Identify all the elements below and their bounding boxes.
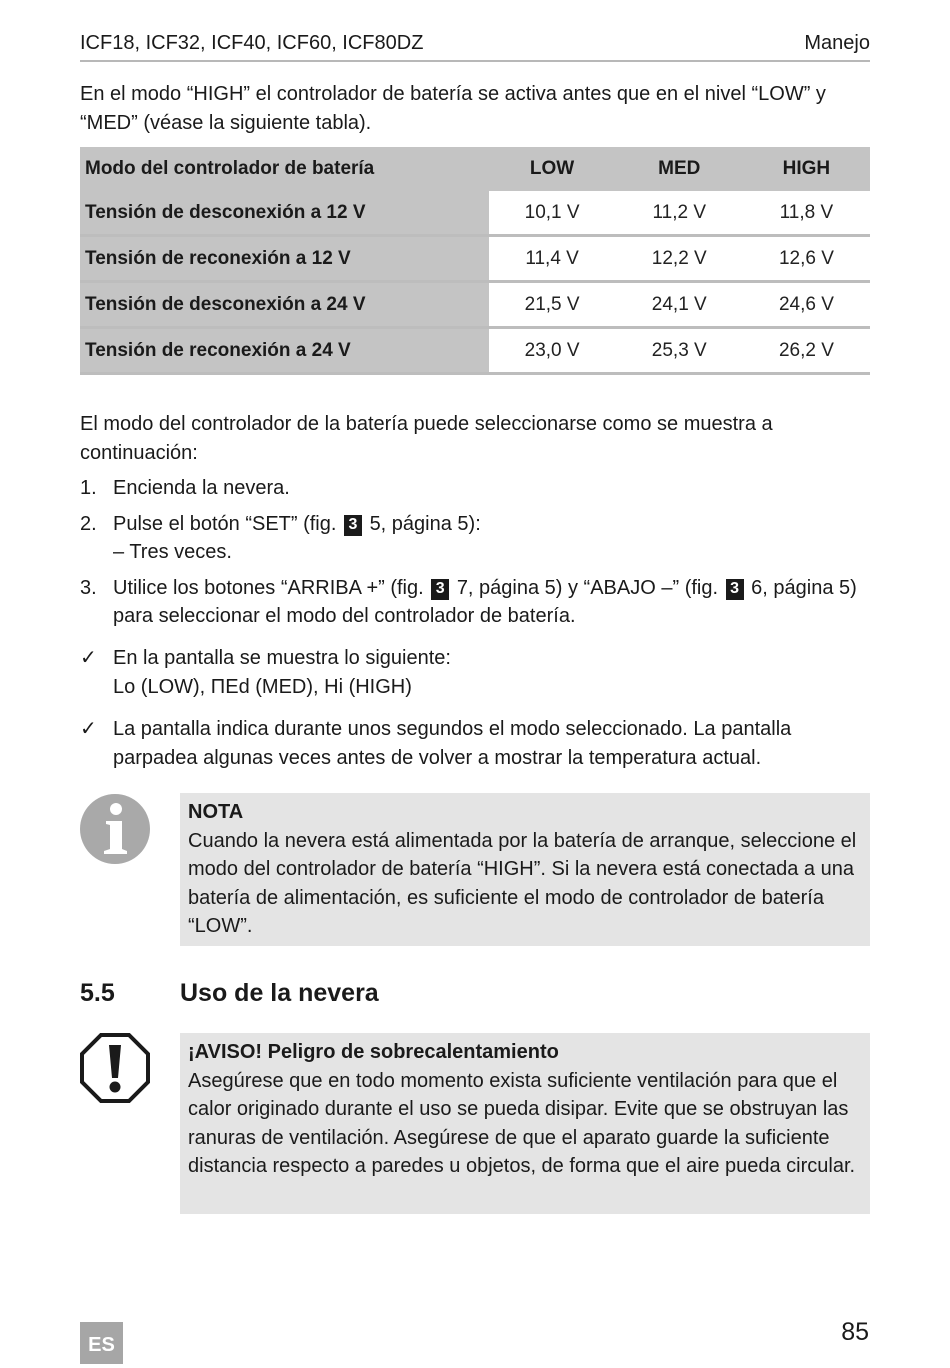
cell-med: 24,1 V xyxy=(616,282,743,328)
note-title: NOTA xyxy=(188,801,244,823)
cell-med: 12,2 V xyxy=(616,236,743,282)
cell-low: 11,4 V xyxy=(489,236,616,282)
cell-low: 23,0 V xyxy=(489,328,616,374)
step-text: 7, página 5) y “ABAJO –” (fig. xyxy=(456,576,719,599)
cell-low: 21,5 V xyxy=(489,282,616,328)
steps-list xyxy=(80,474,875,638)
cell-med: 11,2 V xyxy=(616,191,743,236)
figure-badge: 3 xyxy=(431,579,449,600)
table-header-high: HIGH xyxy=(743,147,870,191)
row-label: Tensión de reconexión a 24 V xyxy=(80,328,489,374)
check-text: En la pantalla se muestra lo siguiente: xyxy=(113,647,451,669)
section-heading xyxy=(80,976,379,1010)
step-text: Encienda la nevera. xyxy=(113,477,290,499)
figure-badge: 3 xyxy=(344,515,362,536)
step-text: Pulse el botón “SET” (fig. xyxy=(113,512,337,535)
figure-badge: 3 xyxy=(726,579,744,600)
list-item xyxy=(80,474,875,503)
section-number: 5.5 xyxy=(80,979,115,1007)
list-item xyxy=(80,510,875,567)
list-item xyxy=(80,644,870,701)
step-subitem: – Tres veces. xyxy=(113,541,232,563)
checkmark-icon: ✓ xyxy=(80,718,97,740)
step-number: 2. xyxy=(80,512,97,535)
header-section: Manejo xyxy=(804,32,870,54)
table-row xyxy=(80,282,870,328)
step-text: 6, página 5) para seleccionar el modo del controlador de batería. xyxy=(113,576,857,627)
cell-high: 26,2 V xyxy=(743,328,870,374)
row-label: Tensión de desconexión a 24 V xyxy=(80,282,489,328)
step-number: 3. xyxy=(80,576,97,599)
info-icon xyxy=(79,793,151,865)
cell-med: 25,3 V xyxy=(616,328,743,374)
cell-low: 10,1 V xyxy=(489,191,616,236)
page-number: 85 xyxy=(841,1318,869,1346)
cell-high: 24,6 V xyxy=(743,282,870,328)
warning-title: ¡AVISO! Peligro de sobrecalentamiento xyxy=(188,1041,559,1063)
table-row xyxy=(80,328,870,374)
list-item xyxy=(80,574,875,631)
check-text: Lo (LOW), ΠEd (MED), Hi (HIGH) xyxy=(113,675,412,698)
step-text: Utilice los botones “ARRIBA +” (fig. xyxy=(113,576,424,599)
results-list xyxy=(80,644,870,772)
table-header-med: MED xyxy=(616,147,743,191)
list-item xyxy=(80,715,870,772)
table-row xyxy=(80,236,870,282)
warning-octagon-icon xyxy=(79,1032,151,1104)
checkmark-icon: ✓ xyxy=(80,647,97,669)
step-number: 1. xyxy=(80,477,97,499)
step-text: 5, página 5): xyxy=(369,512,481,535)
cell-high: 12,6 V xyxy=(743,236,870,282)
note-box xyxy=(180,793,870,946)
row-label: Tensión de desconexión a 12 V xyxy=(80,191,489,236)
warning-box xyxy=(180,1033,870,1214)
warning-text: Asegúrese que en todo momento exista suficiente ventilación para que el calor originado durante el uso se pueda disipar. Evite que se obstruyan las ranuras de ventilación. Asegúrese de que el aparato guarde la suficiente distancia respecto a paredes u objetos, de forma que el aire pueda circular. xyxy=(188,1069,856,1177)
check-text: La pantalla indica durante unos segundos el modo seleccionado. La pantalla parpadea algunas veces antes de volver a mostrar la temperatura actual. xyxy=(113,718,792,769)
intro-paragraph: En el modo “HIGH” el controlador de batería se activa antes que en el nivel “LOW” y “MED” (véase la siguiente tabla). xyxy=(80,83,826,134)
table-header-low: LOW xyxy=(489,147,616,191)
note-text: Cuando la nevera está alimentada por la batería de arranque, seleccione el modo del controlador de batería “HIGH”. Si la nevera está conectada a una batería de alimentación, es suficiente el modo de controlador de batería “LOW”. xyxy=(188,829,857,937)
page-header xyxy=(80,30,870,62)
battery-controller-table xyxy=(80,147,870,375)
select-mode-paragraph: El modo del controlador de la batería puede seleccionarse como se muestra a continuación: xyxy=(80,413,773,464)
language-tab: ES xyxy=(80,1322,123,1364)
header-models: ICF18, ICF32, ICF40, ICF60, ICF80DZ xyxy=(80,32,424,54)
row-label: Tensión de reconexión a 12 V xyxy=(80,236,489,282)
table-row xyxy=(80,191,870,236)
section-title: Uso de la nevera xyxy=(180,979,379,1007)
table-header-row xyxy=(80,147,870,191)
table-header-mode: Modo del controlador de batería xyxy=(80,147,489,191)
cell-high: 11,8 V xyxy=(743,191,870,236)
